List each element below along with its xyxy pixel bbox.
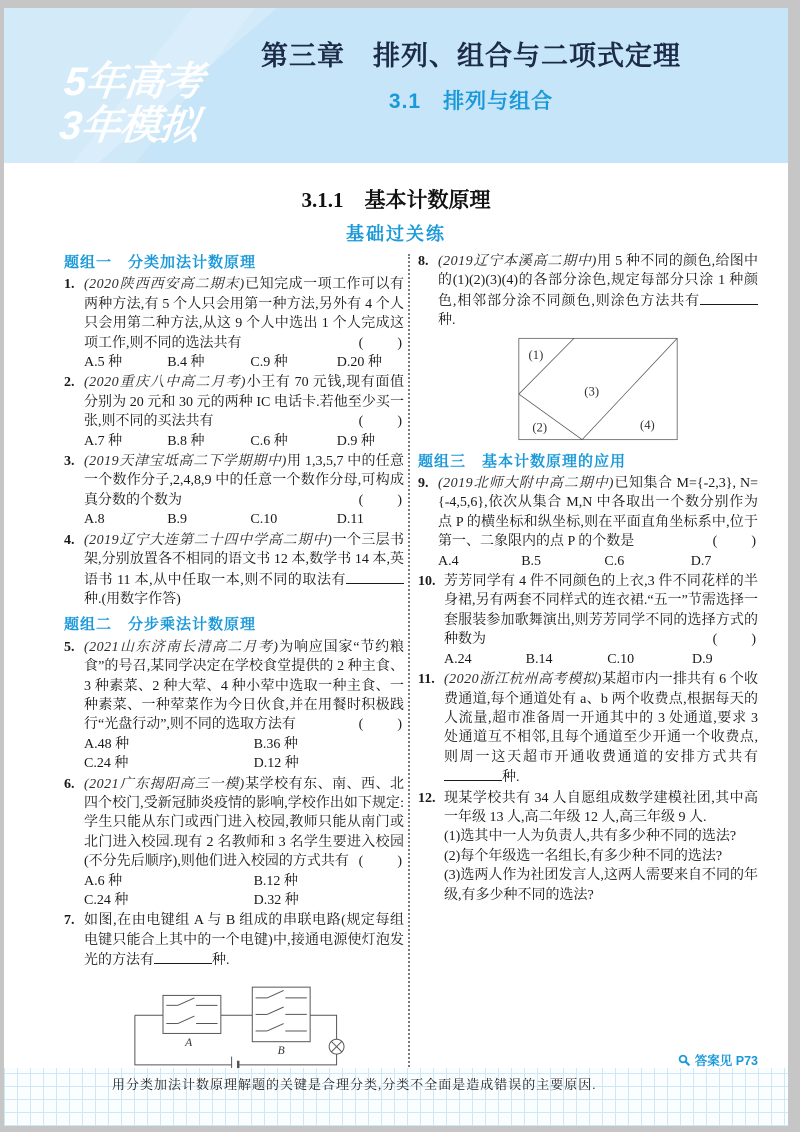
question-text: 用 5 种不同的颜色,给图中的(1)(2)(3)(4)的各部分涂色,规定每部分只涂 1 种颜色,相邻部分涂不同颜色,则涂色方法共有 xyxy=(438,254,759,309)
right-column xyxy=(418,252,758,906)
question-text: 小王有 70 元钱,现有面值分别为 20 元和 30 元的两种 IC 电话卡.若他至少买一张,则不同的买法共有 xyxy=(84,375,405,430)
region-1-label: (1) xyxy=(528,347,544,362)
fill-in-blank xyxy=(444,767,502,781)
fill-in-blank xyxy=(154,950,212,964)
fill-in-blank xyxy=(700,291,758,305)
question-stem xyxy=(84,373,404,431)
option-a: A.4 xyxy=(438,553,459,569)
question-text: 某超市内一排共有 6 个收费通道,每个通道处有 a、b 两个收费点,根据每天的人流量,超市准备周一开通其中的 3 处通道,要求 3 处通道互不相邻,且每个通道至少开通一个收费点,则周一这天超市开通收费通道的安排方式共有 xyxy=(444,672,759,765)
practice-badge: 基础过关练 xyxy=(346,224,446,244)
coloring-figure xyxy=(438,334,758,444)
answer-bracket: ( ) xyxy=(358,854,404,870)
brand-line-top: 5年高考 xyxy=(62,60,205,104)
question-stem xyxy=(438,474,758,552)
option-a: A.6 种 xyxy=(84,873,123,889)
question-source: (2019辽宁大连第二十四中学高二期中) xyxy=(84,532,333,548)
brand-logo xyxy=(57,60,204,148)
question-text: 如图,在由电键组 A 与 B 组成的串联电路(规定每组电键只能合上其中的一个电键)中,接通电源使灯泡发光的方法有 xyxy=(84,913,404,969)
option-b: B.9 xyxy=(167,512,188,528)
option-d: D.32 种 xyxy=(253,893,299,908)
question-2 xyxy=(64,373,404,451)
question-text: 已知完成一项工作可以有两种方法,有 5 个人只会用第一种方法,另外有 4 个人只会用第二种方法,从这 9 个人中选出 1 个人完成这项工作,则不同的选法共有 xyxy=(84,277,405,351)
question-number: 5. xyxy=(64,639,75,655)
question-6 xyxy=(64,775,404,911)
question-stem xyxy=(84,275,404,353)
magnifier-icon xyxy=(678,1054,691,1067)
footer-grid-strip xyxy=(4,1068,788,1126)
question-tail: 种. xyxy=(502,770,520,786)
options-row xyxy=(438,552,758,571)
question-text: 某学校有东、南、西、北四个校门,受新冠肺炎疫情的影响,学校作出如下规定:学生只能从东门或西门进入校园,教师只能从南门或北门进入校园.现有 2 名教师和 3 名学生要进入校园(不分先后顺序),则他们进入校园的方式共有 xyxy=(84,776,405,870)
question-stem xyxy=(84,775,404,872)
options-row xyxy=(84,432,404,451)
option-b: B.4 种 xyxy=(167,355,205,371)
sub-question-3: (3)选两人作为社团发言人,这两人需要来自不同的年级,有多少种不同的选法? xyxy=(444,868,758,903)
question-text: 芳芳同学有 4 件不同颜色的上衣,3 件不同花样的半身裙,另有两套不同样式的连衣裙.“五一”节需选择一套服装参加歌舞演出,则芳芳同学不同的选择方式的种数为 xyxy=(444,574,758,648)
subsection-title: 3.1.1 基本计数原理 xyxy=(301,188,491,212)
question-source: (2020重庆八中高二月考) xyxy=(84,375,246,391)
question-5 xyxy=(64,638,404,774)
group-b-label: B xyxy=(277,1043,285,1057)
question-number: 3. xyxy=(64,454,75,470)
question-number: 7. xyxy=(64,913,75,929)
question-text: 已知集合 M={-2,3}, N={-4,5,6},依次从集合 M,N 中各取出一个数分别作为点 P 的横坐标和纵坐标,则在平面直角坐标系中,位于第一、二象限内的点 P 的个数是 xyxy=(438,476,758,550)
header-titles xyxy=(184,34,758,115)
fill-in-blank xyxy=(346,570,404,584)
question-source: (2021山东济南长清高二月考) xyxy=(84,639,279,655)
answer-bracket: ( ) xyxy=(358,335,404,351)
question-source: (2019辽宁本溪高二期中) xyxy=(438,254,597,269)
options-grid xyxy=(84,735,404,774)
switch-group-a-box xyxy=(163,995,221,1033)
question-stem xyxy=(444,789,758,828)
question-tail: 种.(用数字作答) xyxy=(84,591,181,607)
question-11 xyxy=(418,670,758,787)
option-b: B.14 xyxy=(525,651,553,667)
question-stem xyxy=(444,572,758,650)
option-c: C.24 种 xyxy=(84,756,129,772)
option-a: A.5 种 xyxy=(84,355,123,371)
group-a-label: A xyxy=(185,1035,193,1049)
option-a: A.24 xyxy=(444,651,472,667)
book-page xyxy=(4,8,788,1126)
question-source: (2021广东揭阳高三一模) xyxy=(84,776,245,792)
section-title: 3.1 排列与组合 xyxy=(388,90,554,113)
question-10 xyxy=(418,572,758,669)
question-source: (2020浙江杭州高考模拟) xyxy=(444,672,602,688)
question-number: 2. xyxy=(64,375,75,391)
group-3-heading: 题组三 基本计数原理的应用 xyxy=(418,452,627,470)
option-c: C.6 xyxy=(604,553,625,569)
option-b: B.12 种 xyxy=(253,873,298,889)
question-1 xyxy=(64,275,404,372)
chapter-title: 第三章 排列、组合与二项式定理 xyxy=(261,41,681,71)
option-c: C.10 xyxy=(607,651,635,667)
answer-bracket: ( ) xyxy=(358,492,404,508)
option-a: A.8 xyxy=(84,512,105,528)
question-stem xyxy=(84,911,404,970)
option-a: A.7 种 xyxy=(84,433,123,449)
question-number: 8. xyxy=(418,254,429,269)
question-7 xyxy=(64,911,404,1079)
option-d: D.12 种 xyxy=(253,756,299,772)
option-d: D.9 xyxy=(692,651,713,667)
question-stem xyxy=(84,452,404,510)
question-text: 一个三层书架,分别放置各不相同的语文书 12 本,数学书 14 本,英语书 11 本,从中任取一本,则不同的取法有 xyxy=(84,532,404,588)
question-3 xyxy=(64,452,404,530)
header-band xyxy=(4,8,788,163)
question-source: (2020陕西西安高二期末) xyxy=(84,277,245,293)
option-c: C.9 种 xyxy=(250,355,288,371)
question-source: (2019天津宝坻高二下学期期中) xyxy=(84,454,287,470)
question-tail: 种. xyxy=(438,313,456,329)
options-row xyxy=(444,650,758,669)
circuit-diagram xyxy=(120,974,368,1078)
option-d: D.9 种 xyxy=(336,433,375,449)
question-number: 10. xyxy=(418,574,436,590)
question-9 xyxy=(418,474,758,571)
question-12 xyxy=(418,789,758,905)
option-b: B.8 种 xyxy=(167,433,205,449)
region-3-label: (3) xyxy=(584,383,600,398)
region-4-label: (4) xyxy=(640,417,655,432)
options-row xyxy=(84,353,404,372)
option-c: C.10 xyxy=(250,512,278,528)
answer-bracket: ( ) xyxy=(712,632,758,648)
brand-line-bottom: 3年模拟 xyxy=(57,104,201,148)
question-number: 1. xyxy=(64,277,75,293)
question-stem xyxy=(84,531,404,610)
options-grid xyxy=(84,872,404,911)
option-d: D.20 种 xyxy=(336,355,382,371)
option-c: C.24 种 xyxy=(84,893,129,908)
options-row xyxy=(84,510,404,529)
question-text: 用 1,3,5,7 中的任意一个数作分子,2,4,8,9 中的任意一个数作分母,可构成真分数的个数为 xyxy=(84,454,405,508)
circuit-figure xyxy=(84,974,404,1078)
question-8 xyxy=(418,252,758,446)
question-stem xyxy=(438,252,758,331)
coloring-regions-diagram xyxy=(503,334,693,444)
answer-bracket: ( ) xyxy=(712,534,758,550)
question-text: 为响应国家“节约粮食”的号召,某同学决定在学校食堂提供的 2 种主食、3 种素菜、2 种大荤、4 种小荤中选取一种主食、一种素菜、一种荤菜作为今日伙食,并在用餐时积极践行“光盘行动”,则不同的选取方法有 xyxy=(84,639,404,733)
group-2-heading: 题组二 分步乘法计数原理 xyxy=(64,616,257,634)
option-b: B.36 种 xyxy=(253,736,298,752)
answer-reference xyxy=(678,1051,758,1069)
question-stem xyxy=(84,638,404,735)
question-tail: 种. xyxy=(212,953,230,969)
option-c: C.6 种 xyxy=(250,433,288,449)
region-2-label: (2) xyxy=(532,420,548,435)
question-text: 现某学校共有 34 人自愿组成数学建模社团,其中高一年级 13 人,高二年级 12 人,高三年级 9 人. xyxy=(444,790,758,825)
answer-bracket: ( ) xyxy=(358,414,404,430)
option-b: B.5 xyxy=(521,553,542,569)
group-1-heading: 题组一 分类加法计数原理 xyxy=(64,254,257,271)
answer-bracket: ( ) xyxy=(358,717,404,733)
question-number: 12. xyxy=(418,790,436,806)
question-number: 4. xyxy=(64,532,75,548)
question-number: 11. xyxy=(418,672,435,688)
option-d: D.7 xyxy=(690,553,712,569)
question-4 xyxy=(64,531,404,610)
question-number: 9. xyxy=(418,476,429,492)
question-stem xyxy=(444,670,758,787)
option-d: D.11 xyxy=(336,512,364,528)
sub-question-1: (1)选其中一人为负责人,共有多少种不同的选法? xyxy=(444,829,737,845)
sub-question-2: (2)每个年级选一名组长,有多少种不同的选法? xyxy=(444,848,723,864)
footer-note: 用分类加法计数原理解题的关键是合理分类,分类不全面是造成错误的主要原因. xyxy=(112,1077,597,1092)
left-column xyxy=(64,252,404,1081)
column-divider xyxy=(408,254,410,1070)
option-a: A.48 种 xyxy=(84,736,130,752)
question-source: (2019北师大附中高二期中) xyxy=(438,476,614,492)
question-number: 6. xyxy=(64,776,75,792)
answer-reference-text: 答案见 P73 xyxy=(694,1054,758,1068)
